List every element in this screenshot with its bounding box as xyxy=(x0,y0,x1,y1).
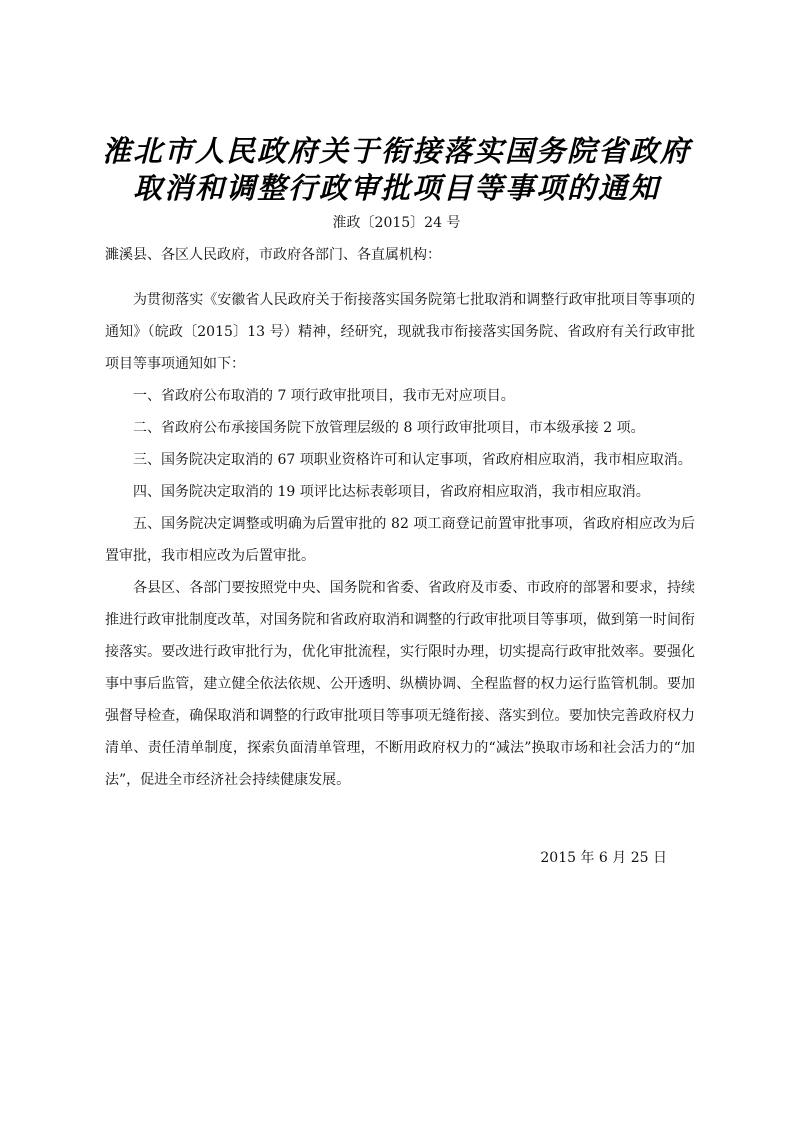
document-title-line-2: 取消和调整行政审批项目等事项的通知 xyxy=(132,171,660,205)
document-number: 淮政〔2015〕24 号 xyxy=(332,215,461,231)
paragraph-intro: 为贯彻落实《安徽省人民政府关于衔接落实国务院第七批取消和调整行政审批项目等事项的通知》（皖政〔2015〕13 号）精神，经研究，现就我市衔接落实国务院、省政府有关行政审批项目等事项通知如下： xyxy=(105,292,695,372)
document-title-line-1: 淮北市人民政府关于衔接落实国务院省政府 xyxy=(101,134,691,168)
paragraph-item-4: 四、国务院决定取消的 19 项评比达标表彰项目，省政府相应取消，我市相应取消。 xyxy=(133,484,650,500)
addressee: 濉溪县、各区人民政府，市政府各部门、各直属机构： xyxy=(105,247,441,263)
paragraph-item-5: 五、国务院决定调整或明确为后置审批的 82 项工商登记前置审批事项，省政府相应改为后置审批，我市相应改为后置审批。 xyxy=(105,516,695,564)
paragraph-item-1: 一、省政府公布取消的 7 项行政审批项目，我市无对应项目。 xyxy=(133,388,515,404)
paragraph-requirements: 各县区、各部门要按照党中央、国务院和省委、省政府及市委、市政府的部署和要求，持续推进行政审批制度改革，对国务院和省政府取消和调整的行政审批项目等事项，做到第一时间衔接落实。要改进行政审批行为，优化审批流程，实行限时办理，切实提高行政审批效率。要强化事中事后监管，建立健全依法依规、公开透明、纵横协调、全程监督的权力运行监管机制。要加强督导检查，确保取消和调整的行政审批项目等事项无缝衔接、落实到位。要加快完善政府权力清单、责任清单制度，探索负面清单管理，不断用政府权力的“减法”换取市场和社会活力的“加法”，促进全市经济社会持续健康发展。 xyxy=(105,580,695,788)
document-date: 2015 年 6 月 25 日 xyxy=(540,850,667,866)
document-body xyxy=(105,244,695,796)
paragraph-item-2: 二、省政府公布承接国务院下放管理层级的 8 项行政审批项目，市本级承接 2 项。 xyxy=(133,420,645,436)
paragraph-item-3: 三、国务院决定取消的 67 项职业资格许可和认定事项，省政府相应取消，我市相应取消。 xyxy=(133,452,692,468)
